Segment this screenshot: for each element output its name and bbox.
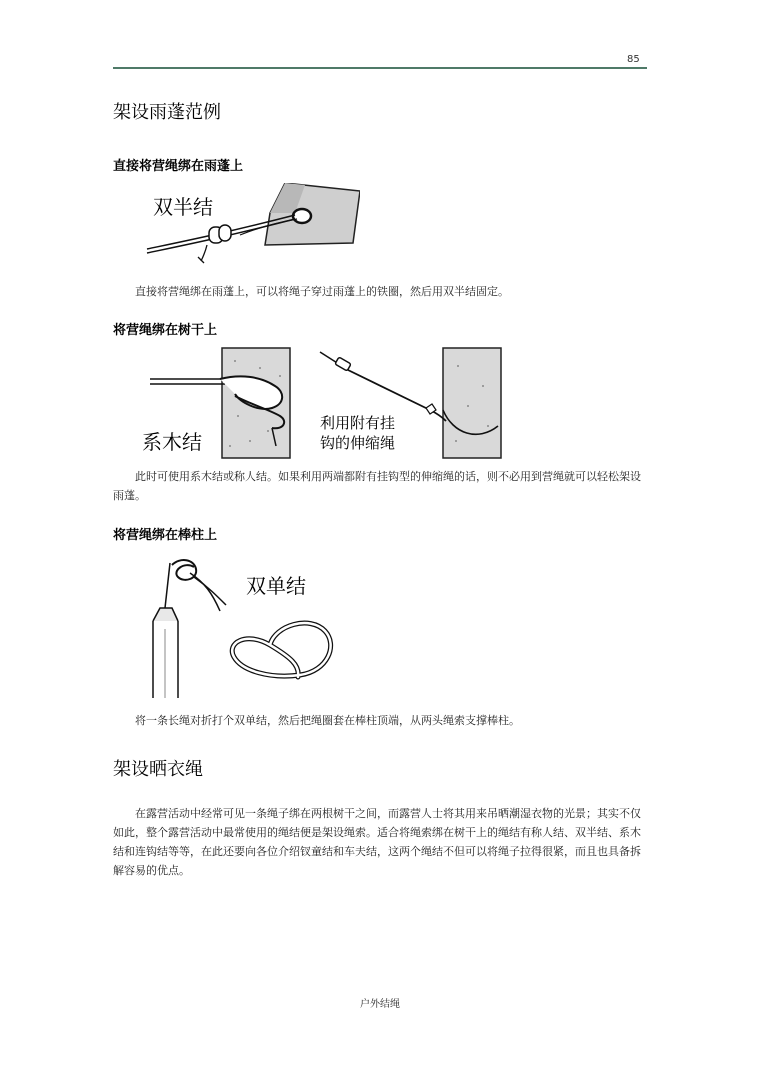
page-number: 85: [627, 54, 640, 65]
caption-tarp-pole: 将一条长绳对折打个双单结，然后把绳圈套在棒柱顶端，从两头绳索支撑棒柱。: [135, 714, 520, 727]
header-rule: [113, 67, 647, 69]
figure-timber-hitch: [140, 346, 300, 461]
figure-double-overhand: [150, 553, 350, 703]
figure-label-hook-bungee-line1: 利用附有挂: [320, 414, 396, 432]
subheading-tarp-tree: 将营绳绑在树干上: [113, 323, 218, 338]
paragraph-clothesline: 在露营活动中经常可见一条绳子绑在两根树干之间，而露营人士将其用来吊晒潮湿衣物的光景；其实不仅如此，整个露营活动中最常使用的绳结便是架设绳索。适合将绳索绑在树干上的绳结有称人结、双半结、系木结和连钩结等等，在此还要向各位介绍钗童结和车夫结，这两个绳结不但可以将绳子拉得很紧，而且也具备拆解容易的优点。: [113, 807, 641, 877]
subheading-tarp-direct: 直接将营绳绑在雨蓬上: [113, 159, 244, 174]
page-footer: 户外结绳: [360, 999, 400, 1010]
figure-hook-bungee: [318, 346, 508, 461]
caption-tarp-tree: 此时可使用系木结或称人结。如果利用两端都附有挂钩型的伸缩绳的话，则不必用到营绳就可以轻松架设雨蓬。: [113, 470, 641, 502]
figure-label-double-half-hitch: 双半结: [153, 195, 213, 219]
figure-label-double-overhand: 双单结: [246, 574, 306, 598]
figure-label-hook-bungee-line2: 钩的伸缩绳: [320, 434, 396, 452]
subheading-tarp-pole: 将营绳绑在棒柱上: [113, 528, 218, 543]
section-title-clothesline: 架设晒衣绳: [113, 759, 203, 780]
figure-label-timber-hitch: 系木结: [142, 430, 202, 454]
caption-tarp-direct: 直接将营绳绑在雨蓬上，可以将绳子穿过雨蓬上的铁圈，然后用双半结固定。: [135, 285, 509, 298]
figure-tarp-grommet: [145, 183, 360, 268]
section-title-tarp: 架设雨蓬范例: [113, 102, 221, 123]
